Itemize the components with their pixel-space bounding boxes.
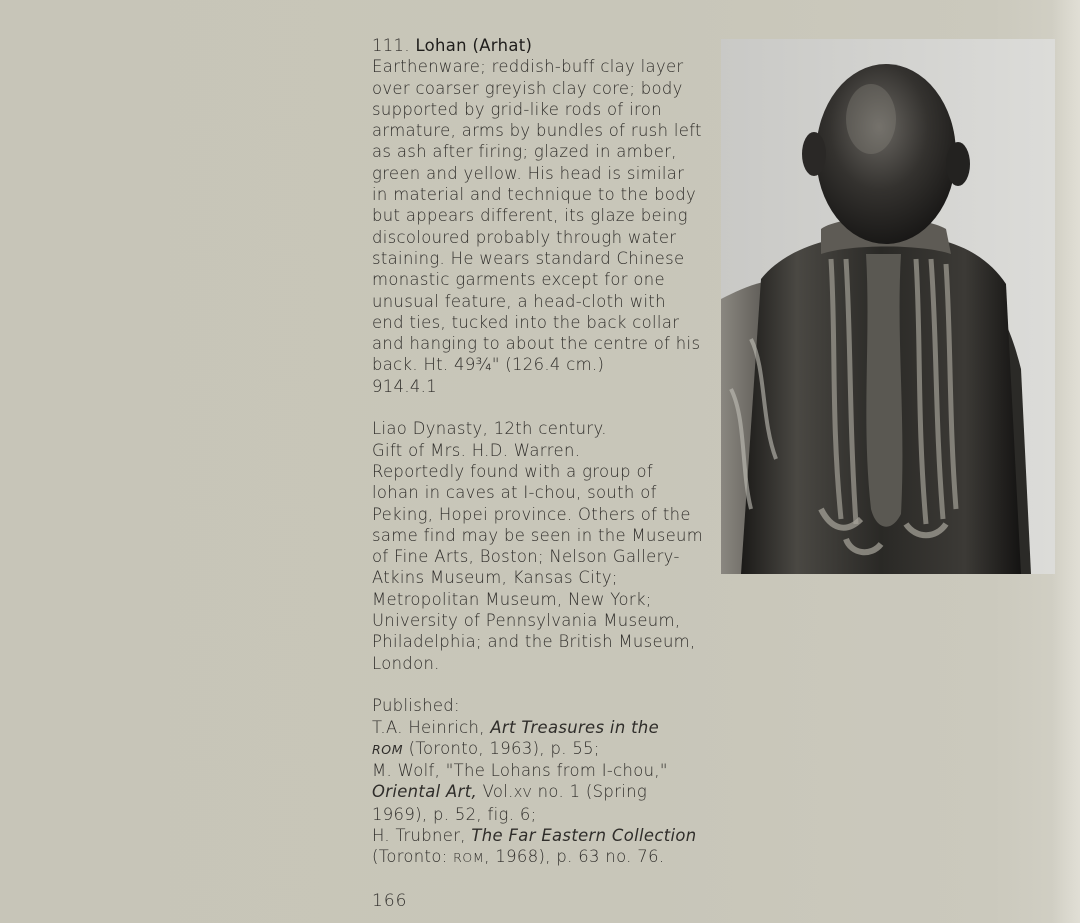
reference-1-publisher-abbrev: ROM (372, 741, 404, 757)
head-cloth-shape (866, 254, 902, 527)
provenance-line: same find may be seen in the Museum (372, 525, 704, 545)
reference-1-line-2 (372, 738, 702, 760)
reference-3-details: , 1968), p. 63 no. 76. (484, 847, 665, 867)
provenance-line: of Fine Arts, Boston; Nelson Gallery- (372, 547, 680, 567)
paragraph-gap (372, 674, 702, 695)
description-line: over coarser greyish clay core; body (372, 78, 683, 98)
reference-2-volume: XV (513, 785, 533, 801)
lohan-statue-image (721, 39, 1055, 574)
description-line: back. Ht. 49¾" (126.4 cm.) (372, 355, 605, 375)
reference-3-title: The Far Eastern Collection (471, 825, 697, 845)
reference-2-line-2 (372, 781, 702, 803)
description-line: armature, arms by bundles of rush left (372, 121, 702, 141)
reference-1-author: T.A. Heinrich, (372, 717, 491, 737)
published-label: Published: (372, 696, 460, 716)
description-line: and hanging to about the centre of his (372, 334, 701, 354)
provenance-line: Philadelphia; and the British Museum, (372, 632, 696, 652)
provenance-line: Metropolitan Museum, New York; (372, 589, 652, 609)
description-line: supported by grid-like rods of iron (372, 99, 662, 119)
provenance-line: Reportedly found with a group of (372, 461, 653, 481)
description-line: unusual feature, a head-cloth with (372, 291, 666, 311)
reference-1-line-1 (372, 717, 702, 738)
description-line: in material and technique to the body (372, 185, 697, 205)
provenance-line: Atkins Museum, Kansas City; (372, 568, 618, 588)
entry-heading (372, 35, 702, 56)
right-ear-shape (946, 142, 970, 186)
reference-1-title: Art Treasures in the (490, 717, 660, 737)
description-line: as ash after firing; glazed in amber, (372, 142, 677, 162)
provenance-line: Gift of Mrs. H.D. Warren. (372, 440, 581, 460)
reference-3-line-2 (372, 846, 702, 868)
reference-2-line-1: M. Wolf, "The Lohans from I-chou," (372, 761, 668, 781)
accession-number: 914.4.1 (372, 376, 438, 396)
reference-3-publisher-abbrev: ROM (453, 850, 485, 866)
description-line: but appears different, its glaze being (372, 206, 688, 226)
entry-number-dot: . (404, 36, 416, 55)
description-line: green and yellow. His head is similar (372, 163, 685, 183)
entry-number: 111 (372, 36, 405, 55)
reference-3-line-1 (372, 825, 702, 846)
lohan-photograph (721, 39, 1055, 574)
description-line: end ties, tucked into the back collar (372, 312, 680, 332)
entry-title: Lohan (Arhat) (415, 36, 533, 55)
description-line: monastic garments except for one (372, 270, 665, 290)
page-edge-shading (1052, 0, 1080, 923)
description-line: Earthenware; reddish-buff clay layer (372, 57, 684, 77)
reference-2-line-3: 1969), p. 52, fig. 6; (372, 804, 537, 824)
head-highlight (846, 84, 896, 154)
reference-2-journal: Oriental Art, (372, 782, 478, 802)
provenance-line: lohan in caves at I-chou, south of (372, 483, 657, 503)
provenance-line: University of Pennsylvania Museum, (372, 611, 681, 631)
description-line: staining. He wears standard Chinese (372, 248, 685, 268)
reference-2-vol-label: Vol. (477, 782, 514, 802)
reference-1-details: (Toronto, 1963), p. 55; (403, 738, 600, 758)
provenance-line: London. (372, 653, 440, 673)
reference-3-author: H. Trubner, (372, 825, 472, 845)
left-ear-shape (802, 132, 826, 176)
reference-3-place: (Toronto: (372, 847, 454, 867)
description-line: discoloured probably through water (372, 227, 677, 247)
provenance-line: Liao Dynasty, 12th century. (372, 419, 607, 439)
reference-2-issue: no. 1 (Spring (532, 782, 648, 802)
provenance-line: Peking, Hopei province. Others of the (372, 504, 691, 524)
page-number: 166 (372, 891, 408, 911)
catalogue-entry (372, 35, 702, 869)
paragraph-gap (372, 397, 702, 418)
